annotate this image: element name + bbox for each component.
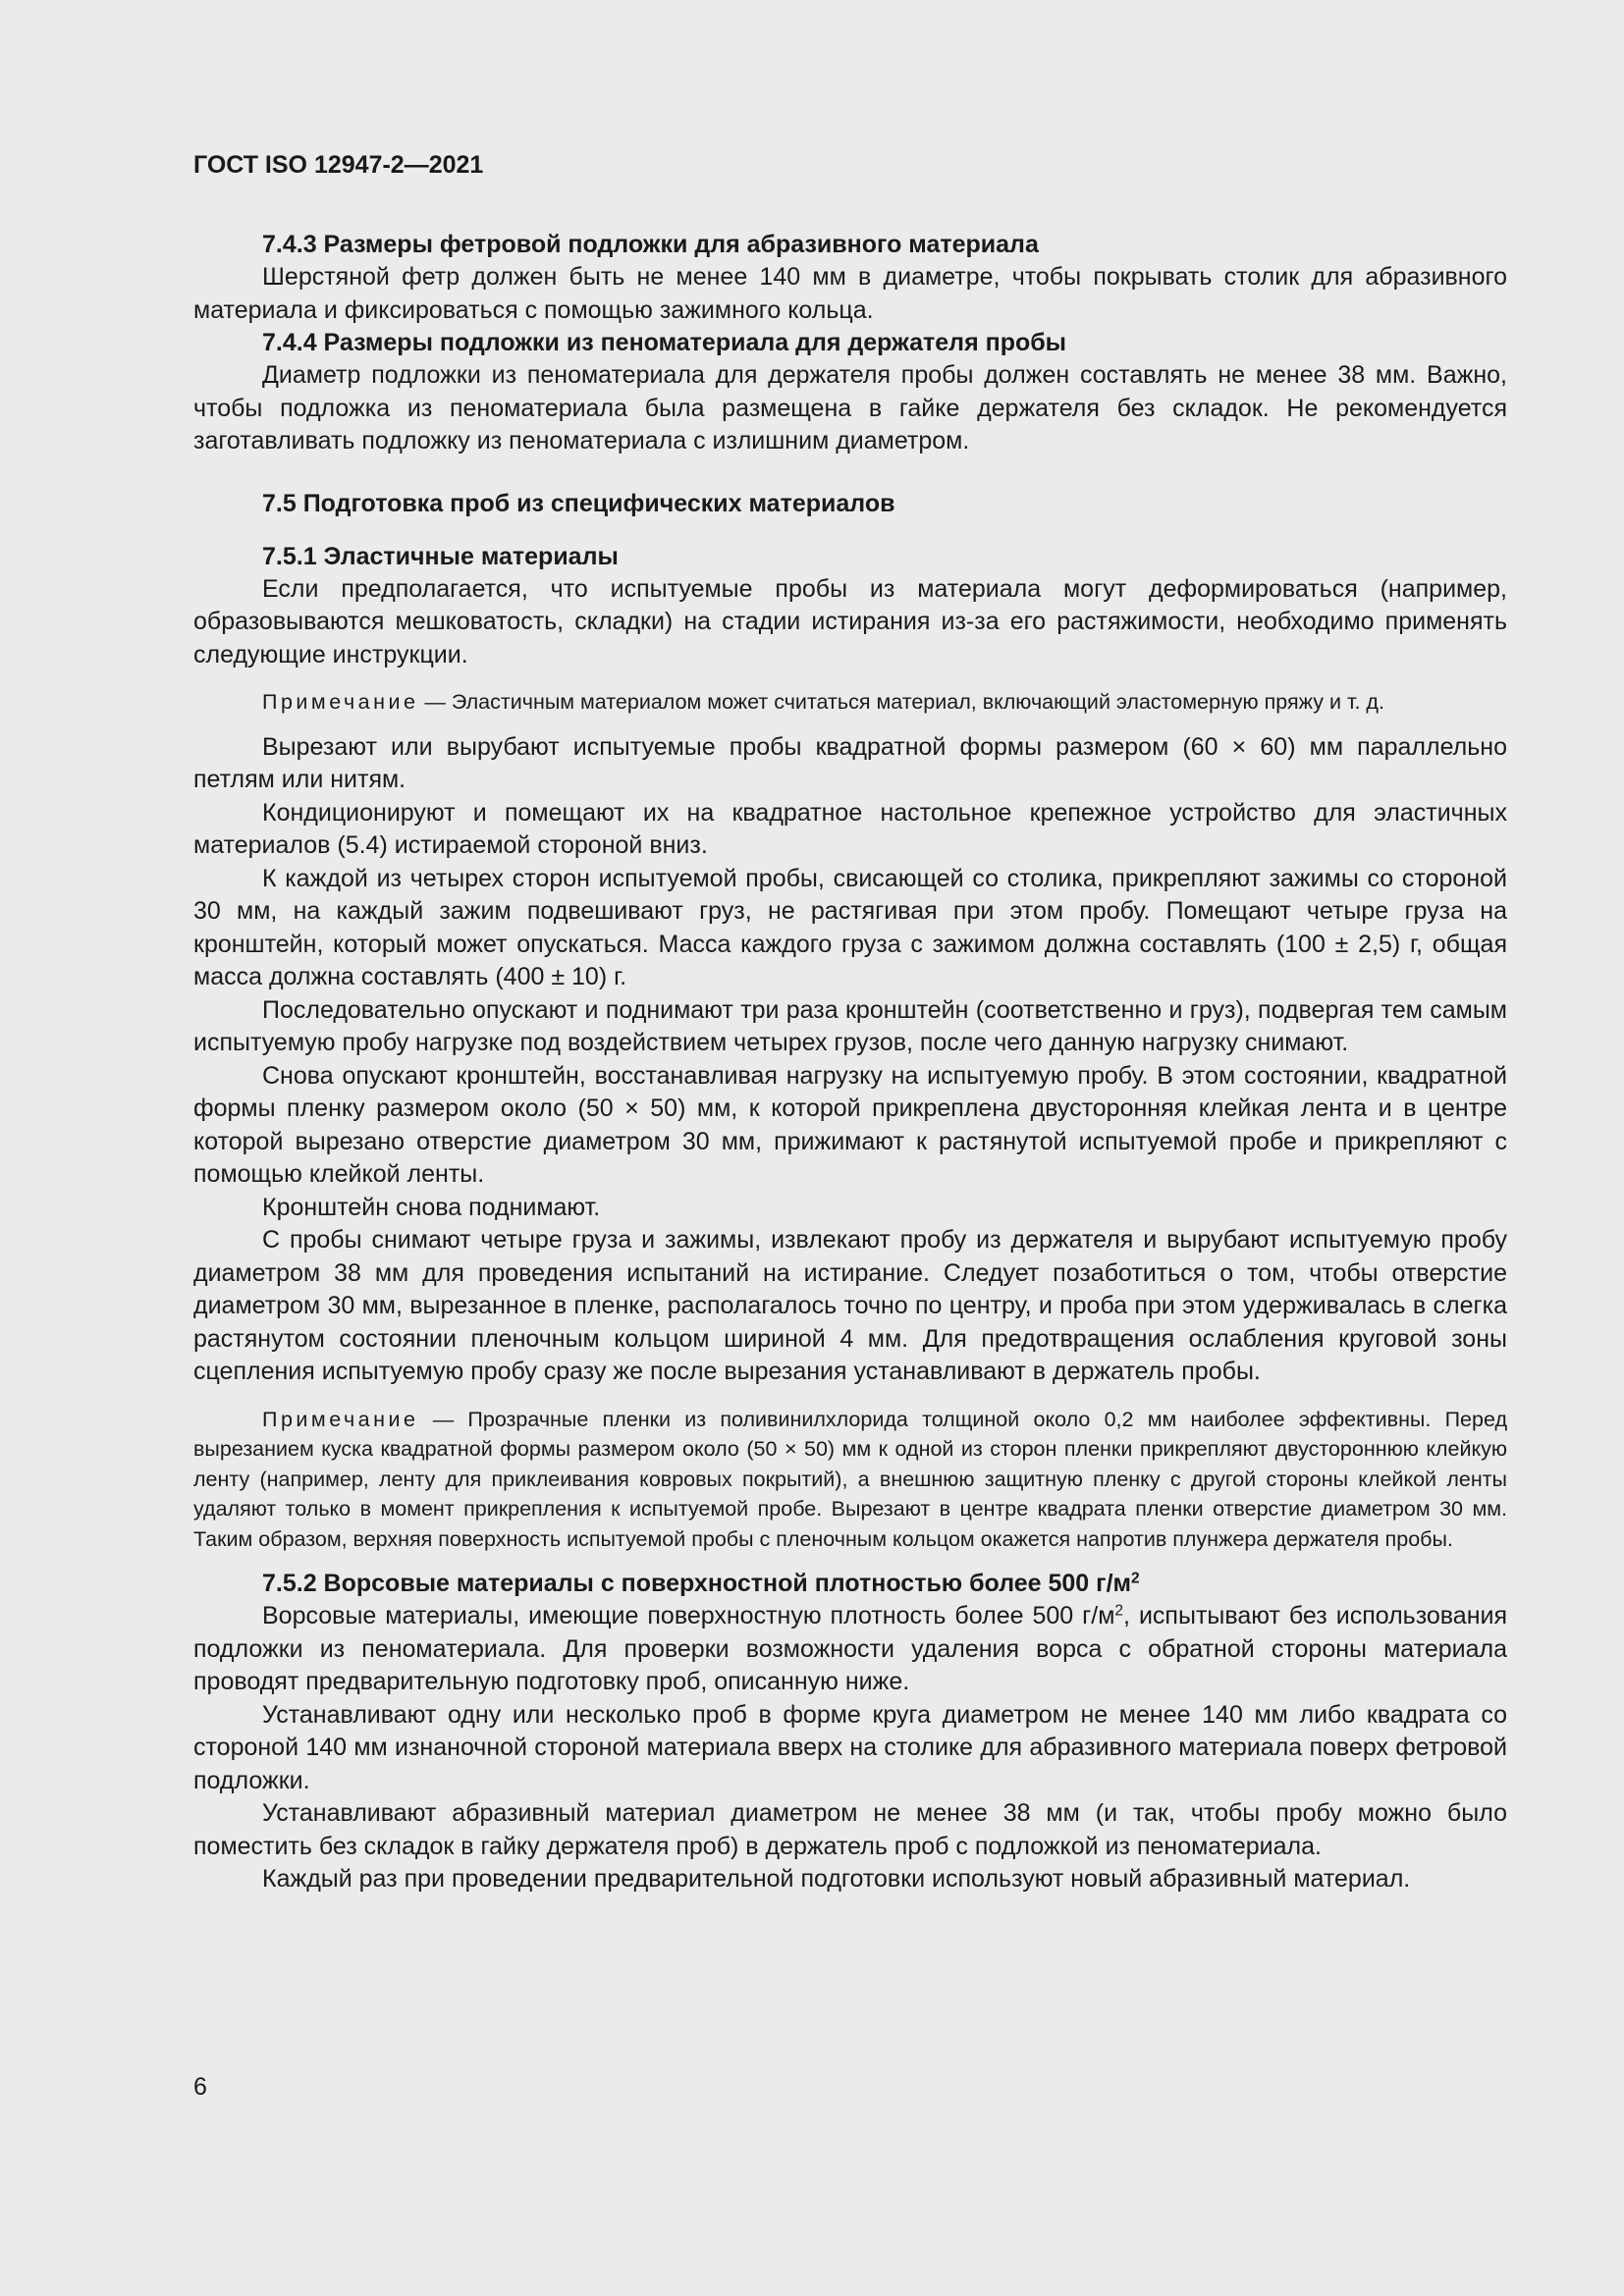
paragraph: С пробы снимают четыре груза и зажимы, извлекают пробу из держателя и вырубают испытуемую пробу диаметром 38 мм для проведения испытаний на истирание. Следует позаботиться о том, чтобы отверстие диаметром 30 мм, вырезанное в пленке, располагалось точно по центру, и проба при этом удерживалась в слегка растянутом состоянии пленочным кольцом шириной 4 мм. Для предотвращения ослабления круговой зоны сцепления испытуемую пробу сразу же после вырезания устанавливают в держатель пробы.	[193, 1226, 1507, 1385]
document-code: ГОСТ ISO 12947-2—2021	[193, 151, 484, 179]
note	[193, 687, 1507, 718]
heading-7-4-3: 7.4.3 Размеры фетровой подложки для абразивного материала	[262, 231, 1039, 258]
paragraph: Каждый раз при проведении предварительной подготовки используют новый абразивный материал.	[262, 1865, 1411, 1893]
paragraph: К каждой из четырех сторон испытуемой пробы, свисающей со столика, прикрепляют зажимы со стороной 30 мм, на каждый зажим подвешивают груз, не растягивая при этом пробу. Помещают четыре груза на кронштейн, который может опускаться. Масса каждого груза с зажимом должна составлять (100 ± 2,5) г, общая масса должна составлять (400 ± 10) г.	[193, 864, 1507, 990]
superscript: 2	[1131, 1570, 1140, 1587]
superscript: 2	[1114, 1602, 1124, 1620]
paragraph: Устанавливают абразивный материал диаметром не менее 38 мм (и так, чтобы пробу можно было поместить без складок в гайку держателя проб) в держатель проб с подложкой из пеноматериала.	[193, 1799, 1507, 1860]
paragraph	[193, 1600, 1507, 1699]
paragraph: Диаметр подложки из пеноматериала для держателя пробы должен составлять не менее 38 мм. Важно, чтобы подложка из пеноматериала была размещена в гайке держателя без складок. Не рекомендуется заготавливать подложку из пеноматериала с излишним диаметром.	[193, 361, 1507, 454]
section-7-5-1	[193, 541, 1507, 1555]
section-7-4-3	[193, 229, 1507, 327]
note-label: Примечание	[262, 690, 419, 714]
section-7-4-4	[193, 327, 1507, 458]
heading-7-5-2	[193, 1568, 1507, 1600]
paragraph-text: Ворсовые материалы, имеющие поверхностную плотность более 500 г/м	[262, 1602, 1115, 1629]
paragraph: Шерстяной фетр должен быть не менее 140 мм в диаметре, чтобы покрывать столик для абразивного материала и фиксироваться с помощью зажимного кольца.	[193, 263, 1507, 324]
paragraph: Если предполагается, что испытуемые пробы из материала могут деформироваться (например, образовываются мешковатость, складки) на стадии истирания из-за его растяжимости, необходимо применять следующие инструкции.	[193, 574, 1507, 668]
heading-text: 7.5.2 Ворсовые материалы с поверхностной плотностью более 500 г/м	[262, 1570, 1132, 1597]
note	[193, 1405, 1507, 1555]
paragraph: Кронштейн снова поднимают.	[262, 1193, 601, 1221]
heading-7-4-4: 7.4.4 Размеры подложки из пеноматериала для держателя пробы	[262, 329, 1067, 356]
paragraph: Устанавливают одну или несколько проб в форме круга диаметром не менее 140 мм либо квадрата со стороной 140 мм изнаночной стороной материала вверх на столике для абразивного материала поверх фетровой подложки.	[193, 1700, 1507, 1794]
note-text: — Эластичным материалом может считаться материал, включающий эластомерную пряжу и т. д.	[418, 690, 1384, 714]
note-label: Примечание	[262, 1407, 419, 1431]
note-text: — Прозрачные пленки из поливинилхлорида толщиной около 0,2 мм наиболее эффективны. Перед вырезанием куска квадратной формы размером около (50 × 50) мм к одной из сторон пленки прикрепляют двустороннюю клейкую ленту (например, ленту для приклеивания ковровых покрытий), а внешнюю защитную пленку с другой стороны клейкой ленты удаляют только в момент прикрепления к испытуемой пробе. Вырезают в центре квадрата пленки отверстие диаметром 30 мм. Таким образом, верхняя поверхность испытуемой пробы с пленочным кольцом окажется напротив плунжера держателя пробы.	[193, 1407, 1507, 1551]
paragraph: Вырезают или вырубают испытуемые пробы квадратной формы размером (60 × 60) мм параллельно петлям или нитям.	[193, 732, 1507, 793]
paragraph: Последовательно опускают и поднимают три раза кронштейн (соответственно и груз), подвергая тем самым испытуемую пробу нагрузке под воздействием четырех грузов, после чего данную нагрузку снимают.	[193, 995, 1507, 1056]
page-number: 6	[193, 2073, 207, 2101]
paragraph: Снова опускают кронштейн, восстанавливая нагрузку на испытуемую пробу. В этом состоянии, квадратной формы пленку размером около (50 × 50) мм, к которой прикреплена двусторонняя клейкая лента и в центре которой вырезано отверстие диаметром 30 мм, прижимают к растянутой испытуемой пробе и прикрепляют с помощью клейкой ленты.	[193, 1061, 1507, 1188]
section-7-5-2	[193, 1568, 1507, 1896]
paragraph: Кондиционируют и помещают их на квадратное настольное крепежное устройство для эластичных материалов (5.4) истираемой стороной вниз.	[193, 798, 1507, 859]
paragraph-text: , испытывают без использования подложки из пеноматериала. Для проверки возможности удаления ворса с обратной стороны материала проводят предварительную подготовку проб, описанную ниже.	[193, 1602, 1507, 1695]
heading-7-5: 7.5 Подготовка проб из специфических материалов	[262, 489, 895, 517]
heading-7-5-1: 7.5.1 Эластичные материалы	[262, 542, 619, 570]
